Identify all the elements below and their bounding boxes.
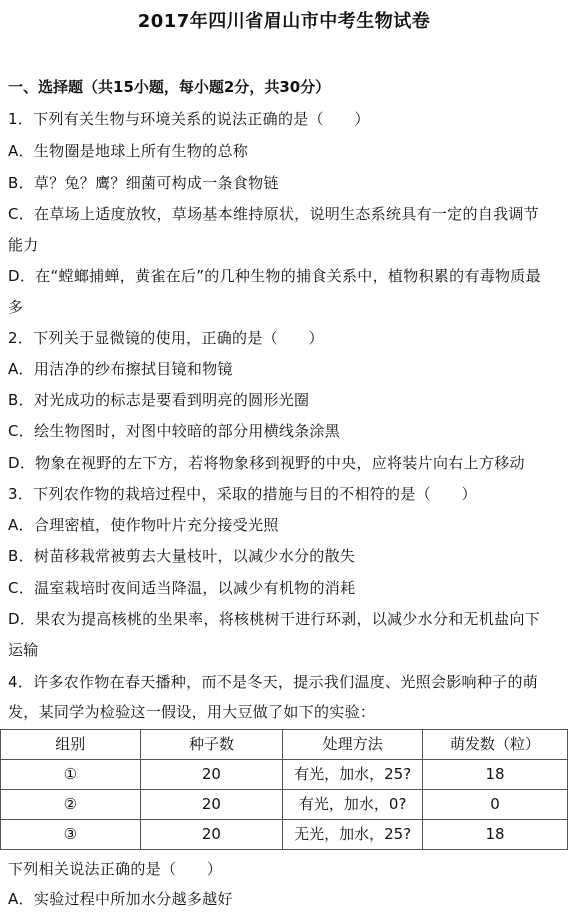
question-1-option-b: B．草？兔？鹰？细菌可构成一条食物链 [8, 174, 279, 192]
table-cell: 20 [140, 790, 283, 820]
question-2-option-d: D．物象在视野的左下方，若将物象移到视野的中央，应将装片向右上方移动 [8, 454, 525, 472]
table-cell: 有光，加水，25? [283, 760, 423, 790]
table-cell: 有光，加水，0? [283, 790, 423, 820]
table-cell: 无光，加水，25? [283, 820, 423, 850]
question-1-option-c: C．在草场上适度放牧，草场基本维持原状，说明生态系统具有一定的自我调节 [8, 205, 539, 223]
table-header-cell: 处理方法 [283, 730, 423, 760]
table-cell: ① [1, 760, 141, 790]
table-cell: 18 [423, 820, 568, 850]
table-cell: 20 [140, 820, 283, 850]
table-row [1, 820, 568, 850]
table-cell: 18 [423, 760, 568, 790]
table-header-cell: 萌发数（粒） [423, 730, 568, 760]
table-header-cell: 种子数 [140, 730, 283, 760]
question-3-option-d-cont: 运输 [8, 641, 39, 659]
table-header-cell: 组别 [1, 730, 141, 760]
question-4-stem-cont: 发，某同学为检验这一假设，用大豆做了如下的实验： [8, 703, 376, 721]
table-header-row [1, 730, 568, 760]
experiment-table [0, 729, 568, 850]
page-title: 2017年四川省眉山市中考生物试卷 [137, 11, 431, 32]
table-cell: ③ [1, 820, 141, 850]
question-3-option-d: D．果农为提高核桃的坐果率，将核桃树干进行环剥，以减少水分和无机盐向下 [8, 610, 541, 628]
question-3-stem: 3．下列农作物的栽培过程中，采取的措施与目的不相符的是（ ） [8, 485, 477, 503]
question-2-stem: 2．下列关于显微镜的使用，正确的是（ ） [8, 329, 324, 347]
table-row [1, 790, 568, 820]
table-cell: ② [1, 790, 141, 820]
table-cell: 20 [140, 760, 283, 790]
question-3-option-b: B．树苗移栽常被剪去大量枝叶，以减少水分的散失 [8, 547, 356, 565]
question-2-option-c: C．绘生物图时，对图中较暗的部分用横线条涂黑 [8, 422, 341, 440]
question-1-option-a: A．生物圈是地球上所有生物的总称 [8, 142, 249, 160]
question-1-option-d-cont: 多 [8, 298, 24, 316]
question-4-stem: 4．许多农作物在春天播种，而不是冬天，提示我们温度、光照会影响种子的萌 [8, 673, 539, 691]
section-heading: 一、选择题（共15小题，每小题2分，共30分） [8, 78, 331, 96]
question-1-option-c-cont: 能力 [8, 236, 39, 254]
question-1-option-d: D．在“螳螂捕蝉，黄雀在后”的几种生物的捕食关系中，植物积累的有毒物质最 [8, 267, 541, 285]
table-row [1, 760, 568, 790]
question-4-option-a: A．实验过程中所加水分越多越好 [8, 890, 233, 908]
table-cell: 0 [423, 790, 568, 820]
question-2-option-a: A．用洁净的纱布擦拭目镜和物镜 [8, 360, 233, 378]
question-2-option-b: B．对光成功的标志是要看到明亮的圆形光圈 [8, 391, 310, 409]
question-1-stem: 1．下列有关生物与环境关系的说法正确的是（ ） [8, 110, 370, 128]
question-3-option-a: A．合理密植，使作物叶片充分接受光照 [8, 516, 279, 534]
question-3-option-c: C．温室栽培时夜间适当降温，以减少有机物的消耗 [8, 579, 356, 597]
question-4-prompt: 下列相关说法正确的是（ ） [8, 860, 223, 878]
